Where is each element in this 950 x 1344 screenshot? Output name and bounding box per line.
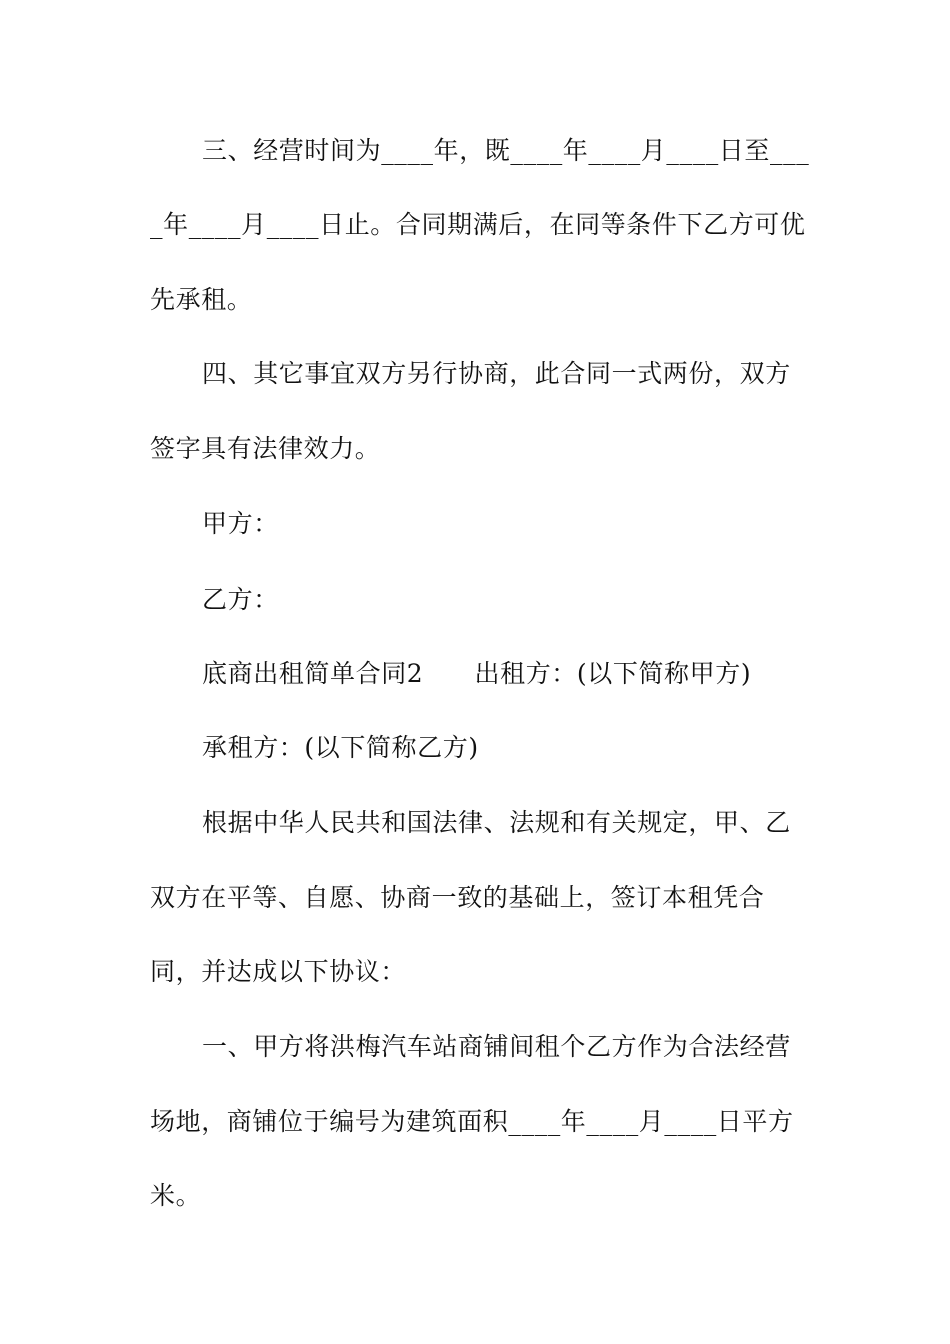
preamble-line-3: 同，并达成以下协议：: [150, 957, 407, 986]
clause-1-line-1: 一、甲方将洪梅汽车站商铺间租个乙方作为合法经营: [202, 1032, 791, 1061]
paragraph-3-line-2: _年____月____日止。合同期满后，在同等条件下乙方可优: [150, 210, 806, 239]
clause-1-line-2: 场地，商铺位于编号为建筑面积____年____月____日平方: [150, 1107, 794, 1136]
preamble-line-1: 根据中华人民共和国法律、法规和有关规定，甲、乙: [202, 808, 791, 837]
paragraph-4-line-1: 四、其它事宜双方另行协商，此合同一式两份，双方: [202, 359, 791, 388]
party-b-label: 乙方：: [202, 585, 279, 614]
paragraph-3-line-3: 先承租。: [150, 285, 253, 314]
paragraph-3-line-1: 三、经营时间为____年，既____年____月____日至___: [202, 136, 810, 165]
party-a-label: 甲方：: [202, 509, 279, 538]
clause-1-line-3: 米。: [150, 1181, 202, 1210]
paragraph-4-line-2: 签字具有法律效力。: [150, 434, 381, 463]
lessee-label: 承租方：(以下简称乙方): [202, 733, 479, 762]
preamble-line-2: 双方在平等、自愿、协商一致的基础上，签订本租凭合: [150, 883, 765, 912]
contract-title-lessor: 底商出租简单合同2 出租方：(以下简称甲方): [202, 659, 752, 688]
